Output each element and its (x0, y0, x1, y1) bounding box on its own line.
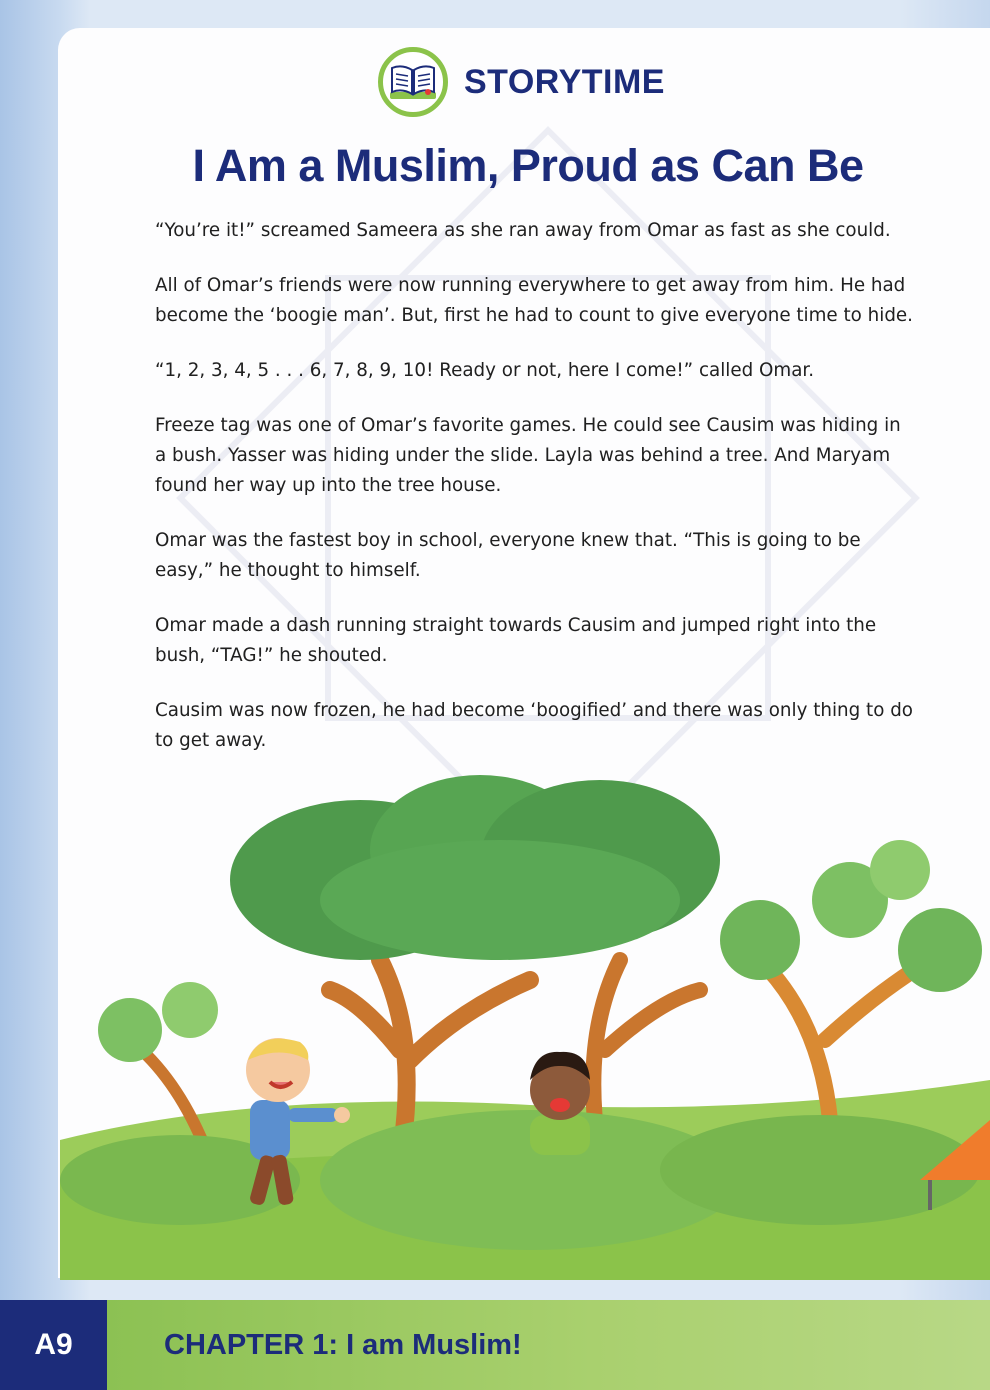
chapter-bar (107, 1300, 990, 1390)
section-label: STORYTIME (464, 62, 665, 101)
story-title: I Am a Muslim, Proud as Can Be (192, 140, 864, 191)
hiding-boy (530, 1052, 590, 1155)
chapter-title: CHAPTER 1: I am Muslim! (164, 1328, 522, 1361)
open-book-icon (378, 47, 448, 117)
page-footer (0, 1300, 990, 1390)
right-tree (720, 840, 982, 1120)
story-paragraph: “1, 2, 3, 4, 5 . . . 6, 7, 8, 9, 10! Ready or not, here I come!” called Omar. (155, 360, 815, 381)
story-paragraph: Causim was now frozen, he had become ‘boogified’ and there was only thing to do to get away. (155, 700, 913, 751)
storytime-header (378, 42, 665, 122)
playground-illustration (60, 760, 990, 1280)
story-text (155, 216, 915, 781)
big-tree (230, 775, 720, 1160)
story-paragraph: Freeze tag was one of Omar’s favorite games. He could see Causim was hiding in a bush. Yasser was hiding under the slide. Layla was behind a tree. And Maryam found her way up into the tree house. (155, 415, 901, 496)
story-paragraph: “You’re it!” screamed Sameera as she ran away from Omar as fast as she could. (155, 220, 891, 241)
story-paragraph: Omar was the fastest boy in school, everyone knew that. “This is going to be easy,” he thought to himself. (155, 530, 861, 581)
story-paragraph: Omar made a dash running straight towards Causim and jumped right into the bush, “TAG!” he shouted. (155, 615, 877, 666)
story-paragraph: All of Omar’s friends were now running everywhere to get away from him. He had become the ‘boogie man’. But, first he had to count to give everyone time to hide. (155, 275, 913, 326)
page-number-box (0, 1300, 107, 1390)
page-number: A9 (34, 1328, 73, 1361)
